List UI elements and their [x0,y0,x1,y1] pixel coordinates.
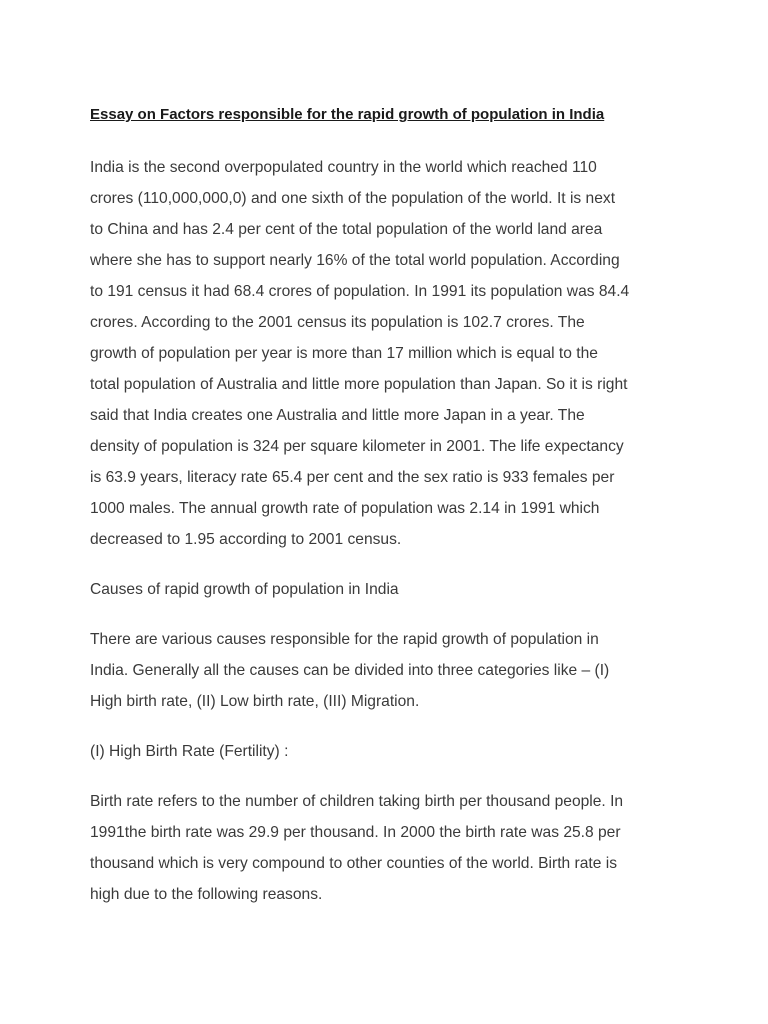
essay-title: Essay on Factors responsible for the rapid growth of population in India [90,106,605,123]
paragraph-birth-rate [90,786,690,910]
text-line: (I) High Birth Rate (Fertility) : [90,743,289,760]
text-line: High birth rate, (II) Low birth rate, (III) Migration. [90,693,420,710]
text-line: decreased to 1.95 according to 2001 census. [90,531,402,548]
paragraph-causes [90,624,690,717]
paragraph-intro [90,152,690,555]
text-line: to 191 census it had 68.4 crores of population. In 1991 its population was 84.4 [90,283,630,300]
text-line: to China and has 2.4 per cent of the total population of the world land area [90,221,603,238]
text-line: density of population is 324 per square kilometer in 2001. The life expectancy [90,438,624,455]
text-line: 1991the birth rate was 29.9 per thousand. In 2000 the birth rate was 25.8 per [90,824,621,841]
text-line: high due to the following reasons. [90,886,323,903]
section-heading-high-birth-rate [90,736,690,767]
text-line: India. Generally all the causes can be divided into three categories like – (I) [90,662,610,679]
section-heading-causes [90,574,690,605]
text-line: where she has to support nearly 16% of the total world population. According [90,252,620,269]
text-line: is 63.9 years, literacy rate 65.4 per cent and the sex ratio is 933 females per [90,469,615,486]
text-line: There are various causes responsible for the rapid growth of population in [90,631,599,648]
text-line: 1000 males. The annual growth rate of population was 2.14 in 1991 which [90,500,600,517]
text-line: thousand which is very compound to other counties of the world. Birth rate is [90,855,617,872]
text-line: total population of Australia and little more population than Japan. So it is right [90,376,628,393]
text-line: growth of population per year is more than 17 million which is equal to the [90,345,598,362]
text-line: said that India creates one Australia and little more Japan in a year. The [90,407,585,424]
text-line: India is the second overpopulated country in the world which reached 110 [90,159,597,176]
document-content [90,104,690,929]
text-line: crores. According to the 2001 census its population is 102.7 crores. The [90,314,585,331]
text-line: Causes of rapid growth of population in India [90,581,399,598]
text-line: crores (110,000,000,0) and one sixth of the population of the world. It is next [90,190,616,207]
text-line: Birth rate refers to the number of children taking birth per thousand people. In [90,793,624,810]
